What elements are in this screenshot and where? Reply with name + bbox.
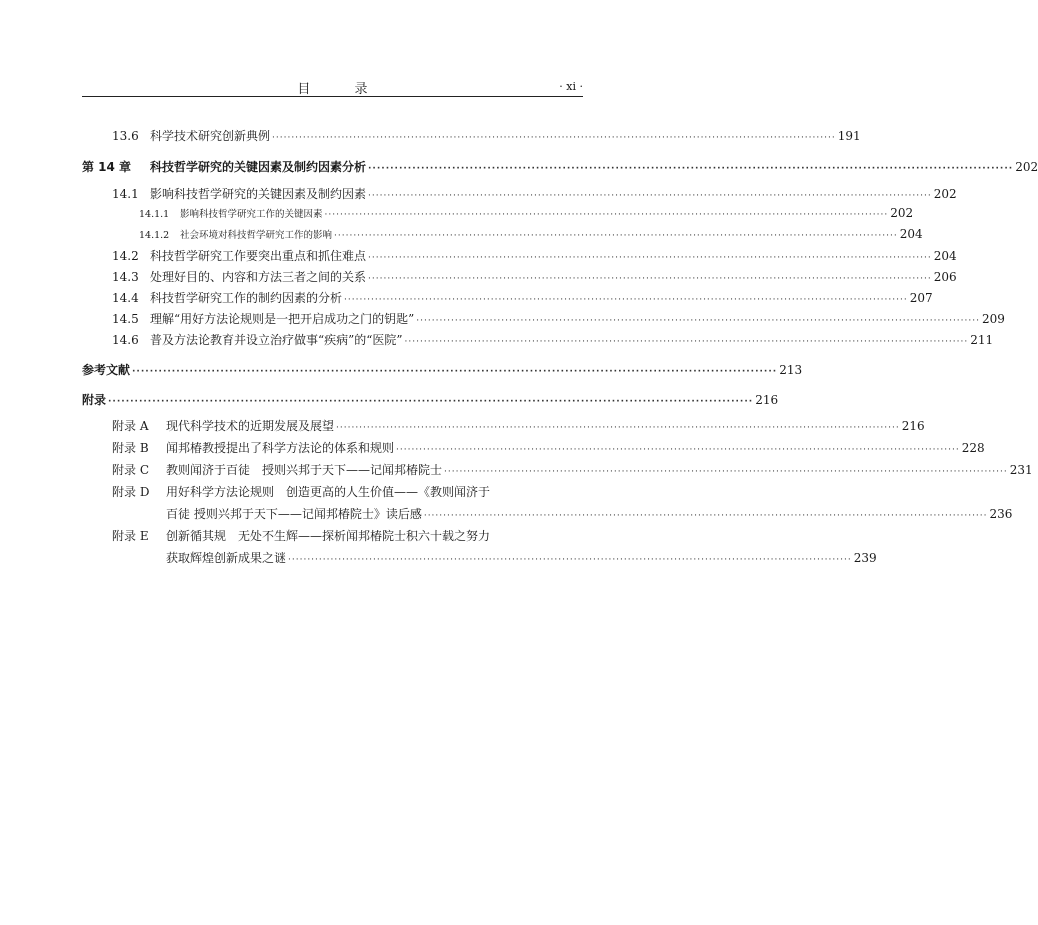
toc-entry-page: 202 bbox=[933, 187, 957, 201]
toc-entry-14-3[interactable] bbox=[82, 268, 957, 286]
toc-entry-title: 教则闻济于百徒 授则兴邦于天下——记闻邦椿院士 bbox=[166, 463, 443, 477]
toc-entry-title: 闻邦椿教授提出了科学方法论的体系和规则 bbox=[166, 441, 395, 455]
toc-appendix-e[interactable] bbox=[82, 549, 877, 567]
toc-part-title: 参考文献 bbox=[82, 363, 131, 377]
leader-dots bbox=[368, 191, 932, 201]
leader-dots bbox=[336, 423, 900, 433]
toc-appendix-c[interactable] bbox=[82, 461, 1033, 479]
leader-dots bbox=[108, 397, 753, 407]
toc-entry-title: 创新循其规 无处不生辉——探析闻邦椿院士积六十载之努力 bbox=[166, 529, 491, 543]
toc-entry-number: 附录 A bbox=[112, 419, 149, 433]
toc-entry-14-2[interactable] bbox=[82, 247, 957, 265]
toc-entry-page: 207 bbox=[909, 291, 933, 305]
leader-dots bbox=[368, 164, 1013, 174]
header-page-number: · xi · bbox=[559, 80, 583, 93]
toc-entry-page: 206 bbox=[933, 270, 957, 284]
toc-entry-number: 14.4 bbox=[112, 291, 139, 305]
leader-dots bbox=[288, 555, 852, 565]
toc-entry-number: 附录 B bbox=[112, 441, 149, 455]
toc-entry-title: 科学技术研究创新典例 bbox=[150, 129, 271, 143]
toc-chapter-number: 第 14 章 bbox=[82, 160, 132, 174]
toc-appendix[interactable] bbox=[82, 391, 779, 409]
toc-entry-title: 现代科学技术的近期发展及展望 bbox=[166, 419, 335, 433]
toc-appendix-b[interactable] bbox=[82, 439, 985, 457]
toc-entry-number: 14.2 bbox=[112, 249, 139, 263]
toc-entry-title-continued: 百徒 授则兴邦于天下——记闻邦椿院士》读后感 bbox=[166, 507, 422, 521]
toc-entry-number: 附录 E bbox=[112, 529, 149, 543]
toc-entry-page: 204 bbox=[899, 227, 923, 241]
toc-entry-page: 191 bbox=[837, 129, 861, 143]
toc-entry-page: 231 bbox=[1009, 463, 1033, 477]
toc-entry-14-5[interactable] bbox=[82, 310, 1005, 328]
toc-entry-14-1-2[interactable] bbox=[82, 227, 923, 245]
toc-entry-14-1-1[interactable] bbox=[82, 206, 914, 224]
toc-entry-title: 科技哲学研究工作要突出重点和抓住难点 bbox=[150, 249, 367, 263]
toc-entry-number: 13.6 bbox=[112, 129, 139, 143]
toc-entry-14-4[interactable] bbox=[82, 289, 933, 307]
toc-entry-title: 影响科技哲学研究的关键因素及制约因素 bbox=[150, 187, 367, 201]
toc-entry-page: 204 bbox=[933, 249, 957, 263]
toc-appendix-d[interactable] bbox=[82, 505, 1013, 523]
toc-entry-14-1[interactable] bbox=[82, 185, 957, 203]
toc-entry-page: 236 bbox=[989, 507, 1013, 521]
toc-entry-14-6[interactable] bbox=[82, 331, 994, 349]
toc-entry-number: 附录 D bbox=[112, 485, 150, 499]
header-title: 目 录 bbox=[297, 82, 388, 97]
leader-dots bbox=[416, 316, 980, 326]
toc-entry-number: 14.3 bbox=[112, 270, 139, 284]
toc-appendix-a[interactable] bbox=[82, 417, 925, 435]
toc-entry-title: 理解“用好方法论规则是一把开启成功之门的钥匙” bbox=[150, 312, 415, 326]
toc-chapter-14[interactable] bbox=[82, 158, 1038, 176]
toc-chapter-title: 科技哲学研究的关键因素及制约因素分析 bbox=[150, 160, 367, 174]
toc-entry-page: 213 bbox=[779, 363, 803, 377]
toc-entry-title-continued: 获取辉煌创新成果之谜 bbox=[166, 551, 287, 565]
leader-dots bbox=[424, 511, 988, 521]
leader-dots bbox=[272, 133, 836, 143]
toc-entry-page: 216 bbox=[901, 419, 925, 433]
leader-dots bbox=[132, 367, 777, 377]
toc-appendix-e-line1[interactable] bbox=[112, 527, 490, 545]
leader-dots bbox=[368, 253, 932, 263]
toc-entry-title: 处理好目的、内容和方法三者之间的关系 bbox=[150, 270, 367, 284]
toc-entry-number: 附录 C bbox=[112, 463, 149, 477]
toc-part-title: 附录 bbox=[82, 393, 107, 407]
leader-dots bbox=[444, 467, 1008, 477]
toc-entry-number: 14.6 bbox=[112, 333, 139, 347]
leader-dots bbox=[344, 295, 908, 305]
toc-entry-page: 211 bbox=[970, 333, 994, 347]
toc-entry-page: 202 bbox=[890, 206, 914, 220]
toc-entry-page: 228 bbox=[961, 441, 985, 455]
leader-dots bbox=[368, 274, 932, 284]
toc-appendix-d-line1[interactable] bbox=[112, 483, 490, 501]
toc-entry-page: 209 bbox=[981, 312, 1005, 326]
toc-entry-number: 14.1.1 bbox=[139, 209, 170, 220]
toc-entry-number: 14.5 bbox=[112, 312, 139, 326]
leader-dots bbox=[396, 445, 960, 455]
toc-entry-title: 影响科技哲学研究工作的关键因素 bbox=[180, 209, 323, 220]
toc-entry-page: 202 bbox=[1015, 160, 1038, 174]
toc-entry-title: 社会环境对科技哲学研究工作的影响 bbox=[180, 230, 333, 241]
toc-entry-13-6[interactable] bbox=[82, 127, 861, 145]
toc-entry-title: 普及方法论教育并设立治疗做事“疾病”的“医院” bbox=[150, 333, 403, 347]
toc-entry-title: 用好科学方法论规则 创造更高的人生价值——《教则闻济于 bbox=[166, 485, 491, 499]
toc-entry-number: 14.1 bbox=[112, 187, 139, 201]
leader-dots bbox=[334, 231, 898, 241]
page-header bbox=[82, 74, 583, 97]
toc-entry-page: 239 bbox=[853, 551, 877, 565]
toc-entry-page: 216 bbox=[755, 393, 779, 407]
toc-references[interactable] bbox=[82, 361, 803, 379]
toc-entry-number: 14.1.2 bbox=[139, 230, 170, 241]
toc-entry-title: 科技哲学研究工作的制约因素的分析 bbox=[150, 291, 343, 305]
leader-dots bbox=[325, 210, 889, 220]
leader-dots bbox=[405, 337, 969, 347]
